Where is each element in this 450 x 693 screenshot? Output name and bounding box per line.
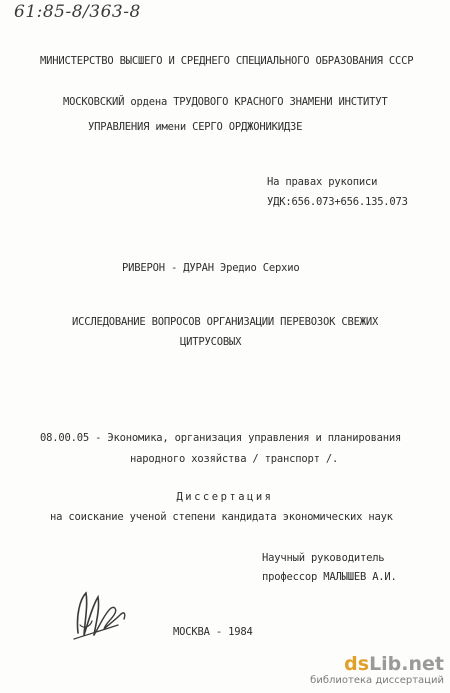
udk-code: УДК:656.073+656.135.073: [267, 196, 408, 208]
specialty-line-1: 08.00.05 - Экономика, организация управления и планирования: [40, 432, 402, 444]
dslib-logo-accent: ds: [344, 653, 370, 675]
dslib-logo-rest: Lib.net: [369, 653, 444, 675]
dissertation-title-line-2: ЦИТРУСОВЫХ: [180, 336, 242, 348]
dslib-watermark[interactable]: [310, 653, 444, 689]
institute-line-2: УПРАВЛЕНИЯ имени СЕРГО ОРДЖОНИКИДЗЕ: [88, 121, 303, 133]
dslib-logo: [344, 653, 444, 675]
place-and-year: МОСКВА - 1984: [173, 626, 253, 638]
supervisor-name: профессор МАЛЫШЕВ А.И.: [262, 571, 397, 583]
dissertation-title-line-1: ИССЛЕДОВАНИЕ ВОПРОСОВ ОРГАНИЗАЦИИ ПЕРЕВОЗОК СВЕЖИХ: [72, 316, 379, 328]
dissertation-heading: Диссертация: [176, 491, 274, 503]
ministry-line: МИНИСТЕРСТВО ВЫСШЕГО И СРЕДНЕГО СПЕЦИАЛЬНОГО ОБРАЗОВАНИЯ СССР: [40, 55, 414, 67]
specialty-line-2: народного хозяйства / транспорт /.: [130, 453, 339, 465]
institute-line-1: МОСКОВСКИЙ ордена ТРУДОВОГО КРАСНОГО ЗНАМЕНИ ИНСТИТУТ: [63, 96, 388, 108]
degree-subtitle: на соискание ученой степени кандидата экономических наук: [50, 511, 393, 523]
handwritten-catalog-code: 61:85-8/363-8: [14, 2, 141, 22]
rights-reserved-label: На правах рукописи: [267, 176, 378, 188]
author-name: РИВЕРОН - ДУРАН Эредио Серхио: [122, 262, 300, 274]
handwritten-signature: [70, 585, 132, 645]
dslib-subtitle: библиотека диссертаций: [310, 675, 444, 686]
supervisor-label: Научный руководитель: [262, 552, 385, 564]
